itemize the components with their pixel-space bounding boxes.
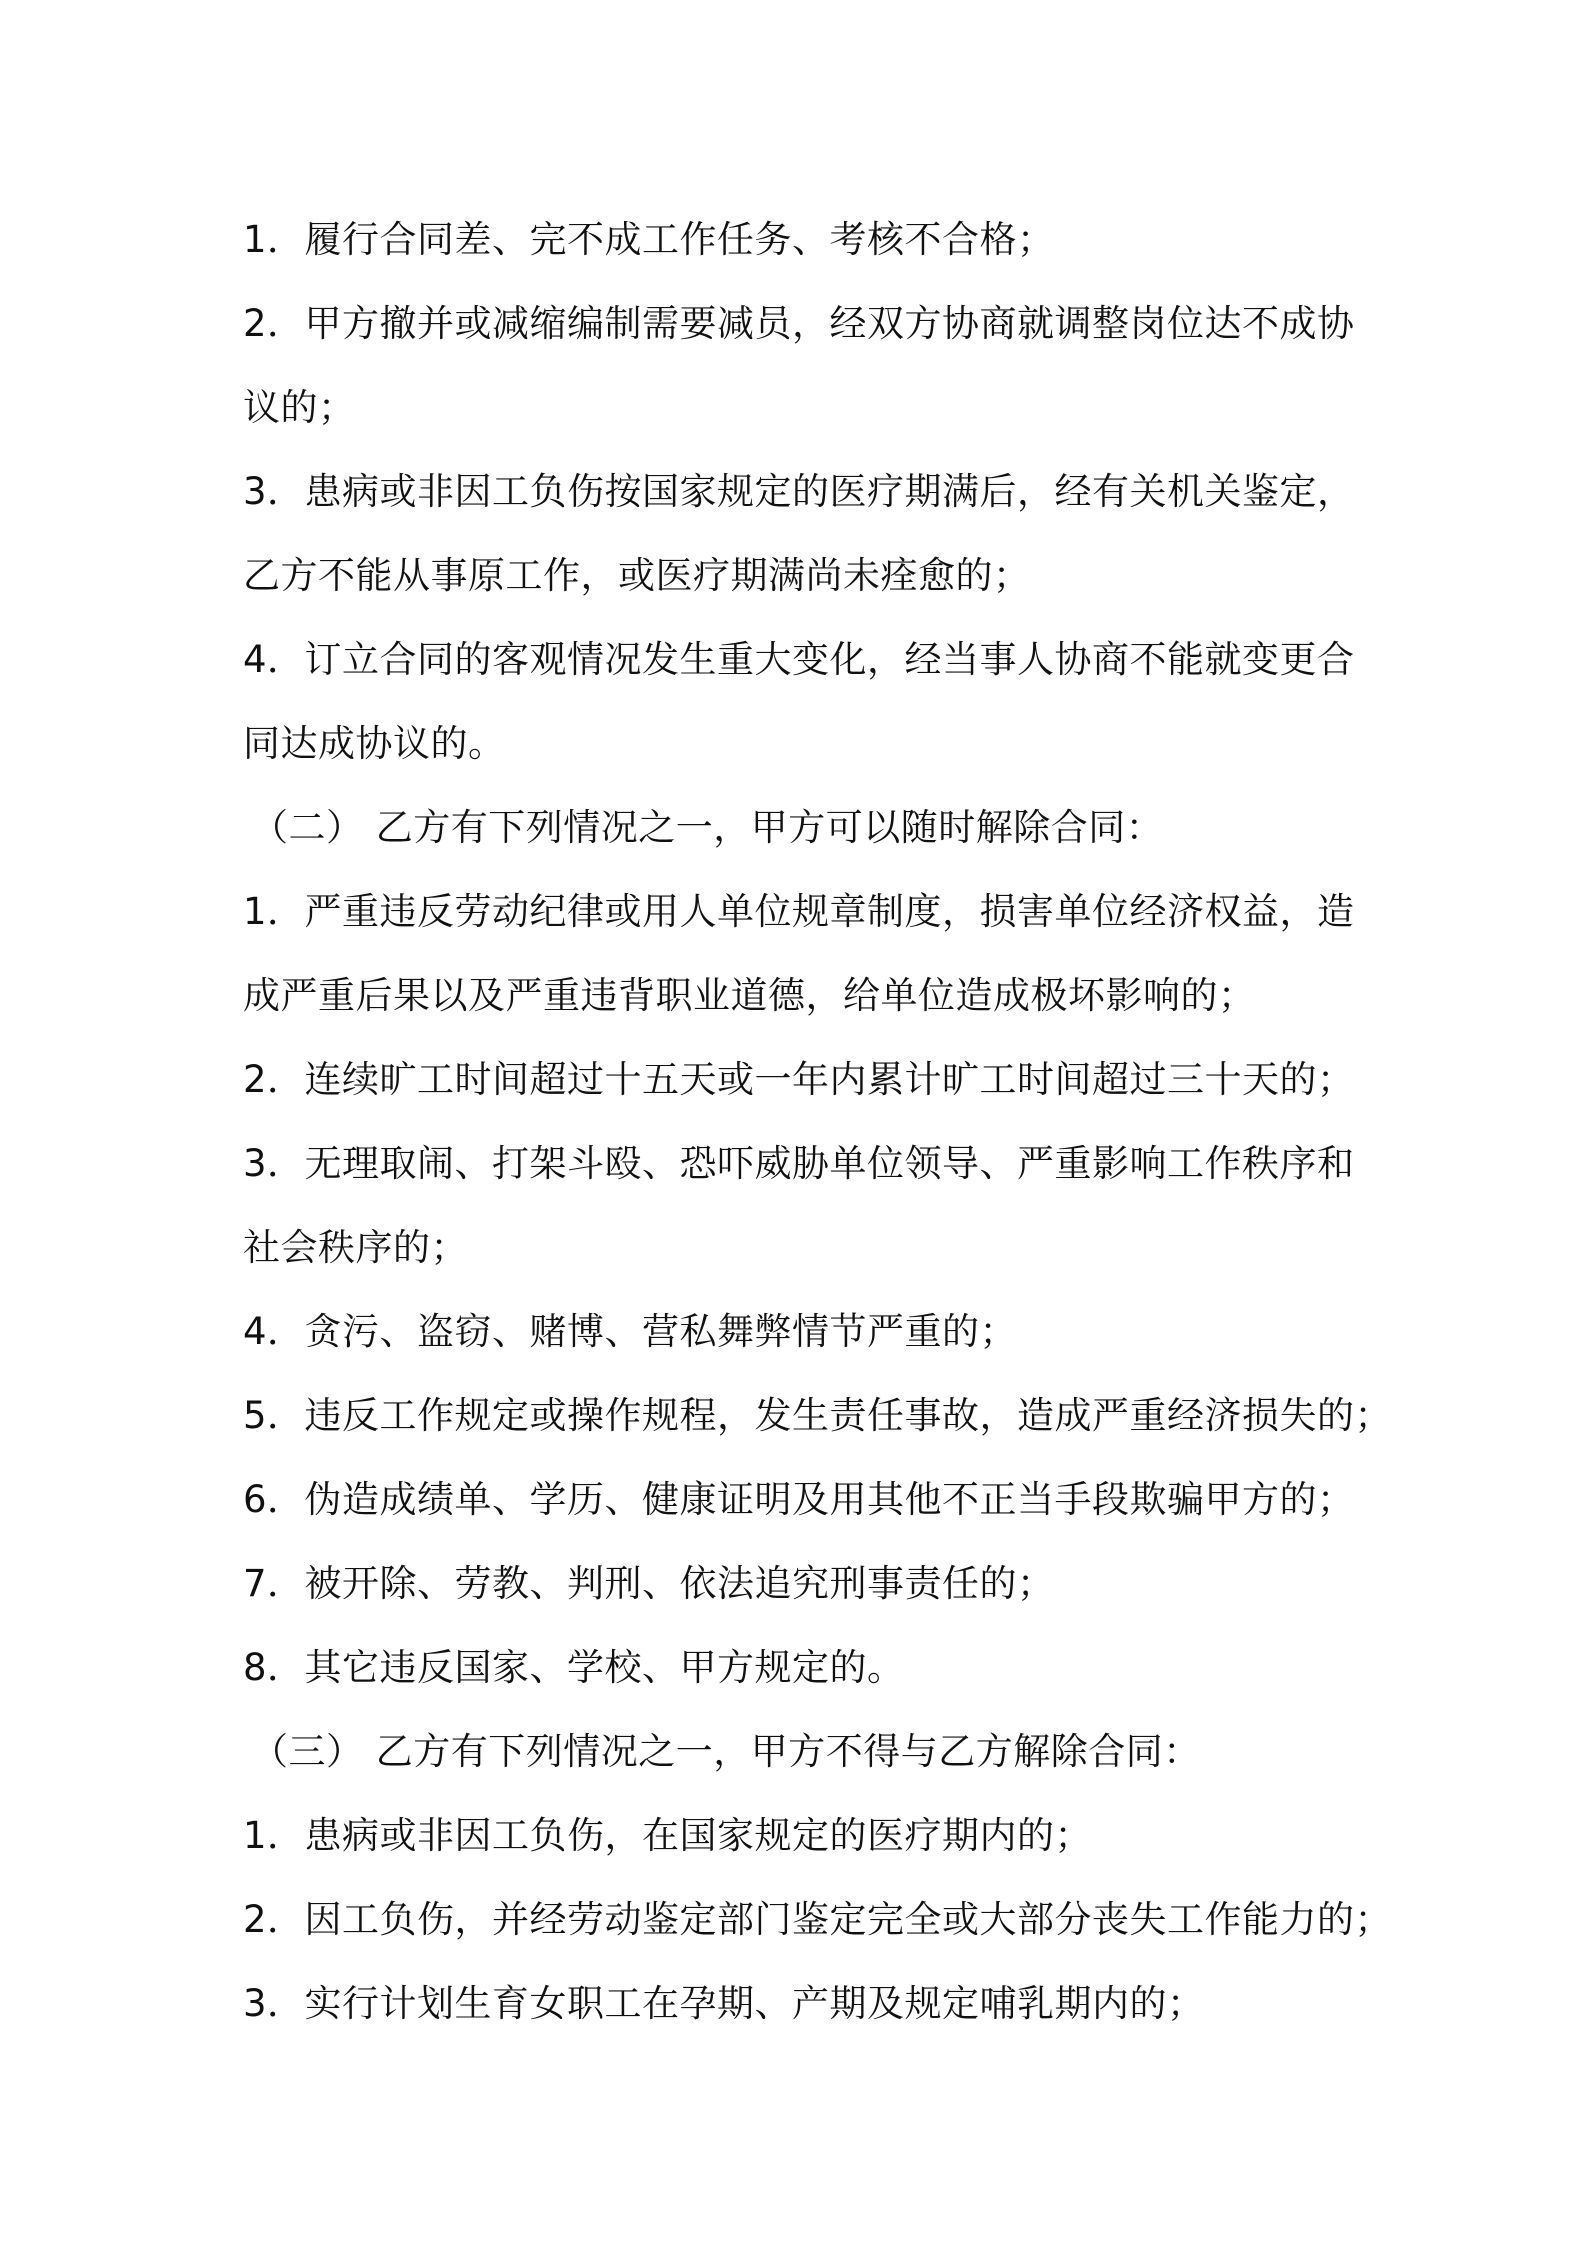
clause-line: 2．甲方撤并或减缩编制需要减员，经双方协商就调整岗位达不成协 <box>243 302 1355 345</box>
clause-line: 2．连续旷工时间超过十五天或一年内累计旷工时间超过三十天的； <box>243 1058 1355 1101</box>
section-heading: （三） 乙方有下列情况之一，甲方不得与乙方解除合同： <box>251 1730 1201 1773</box>
clause-line: 6．伪造成绩单、学历、健康证明及用其他不正当手段欺骗甲方的； <box>243 1478 1355 1521</box>
clause-line: 社会秩序的； <box>243 1226 468 1269</box>
clause-line: 3．实行计划生育女职工在孕期、产期及规定哺乳期内的； <box>243 1982 1205 2025</box>
document-body <box>243 198 1393 2046</box>
clause-line: 4．贪污、盗窃、赌博、营私舞弊情节严重的； <box>243 1310 1018 1353</box>
clause-line: 1．患病或非因工负伤，在国家规定的医疗期内的； <box>243 1814 1093 1857</box>
clause-line: 成严重后果以及严重违背职业道德，给单位造成极坏影响的； <box>243 974 1256 1017</box>
clause-line: 议的； <box>243 386 356 429</box>
clause-line: 8．其它违反国家、学校、甲方规定的。 <box>243 1646 905 1689</box>
section-heading: （二） 乙方有下列情况之一，甲方可以随时解除合同： <box>251 806 1164 849</box>
clause-line: 3．患病或非因工负伤按国家规定的医疗期满后，经有关机关鉴定， <box>243 470 1355 513</box>
clause-line: 1．履行合同差、完不成工作任务、考核不合格； <box>243 218 1055 261</box>
clause-line: 5．违反工作规定或操作规程，发生责任事故，造成严重经济损失的； <box>243 1394 1393 1437</box>
clause-line: 1．严重违反劳动纪律或用人单位规章制度，损害单位经济权益，造 <box>243 890 1355 933</box>
clause-line: 7．被开除、劳教、判刑、依法追究刑事责任的； <box>243 1562 1055 1605</box>
clause-line: 4．订立合同的客观情况发生重大变化，经当事人协商不能就变更合 <box>243 638 1355 681</box>
clause-line: 乙方不能从事原工作，或医疗期满尚未痊愈的； <box>243 554 1031 597</box>
clause-line: 同达成协议的。 <box>243 722 506 765</box>
clause-line: 2．因工负伤，并经劳动鉴定部门鉴定完全或大部分丧失工作能力的； <box>243 1898 1393 1941</box>
clause-line: 3．无理取闹、打架斗殴、恐吓威胁单位领导、严重影响工作秩序和 <box>243 1142 1355 1185</box>
